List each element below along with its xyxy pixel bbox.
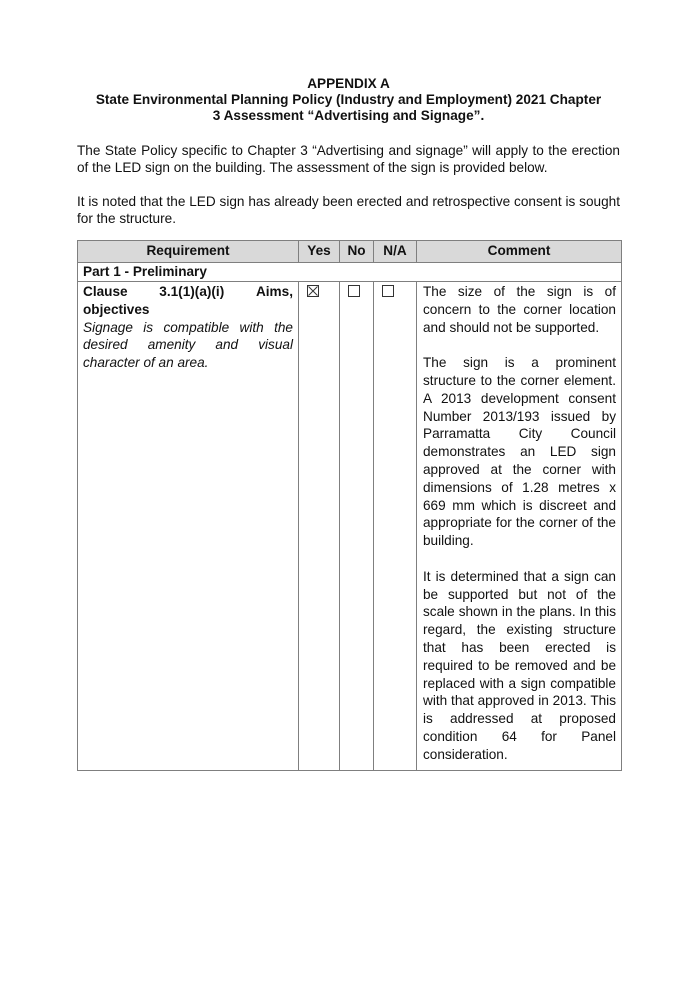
note-paragraph: It is noted that the LED sign has already been erected and retrospective consent is sought for the structure. xyxy=(77,194,620,226)
policy-title-line-1: State Environmental Planning Policy (Industry and Employment) 2021 Chapter xyxy=(95,92,602,107)
comment-paragraph-2: The sign is a prominent structure to the corner element. A 2013 development consent Number 2013/193 issued by Parramatta City Council demonstrates an LED sign approved at the corner with dimensions of 1.28 metres x 669 mm which is discreet and appropriate for the corner of the building. xyxy=(423,355,616,549)
clause-number: 3.1(1)(a)(i) xyxy=(159,284,225,299)
header-requirement: Requirement xyxy=(78,241,299,263)
clause-word: Clause xyxy=(83,284,128,299)
cross-mark-icon xyxy=(308,286,318,296)
comment-paragraph-3: It is determined that a sign can be supported but not of the scale shown in the plans. In this regard, the existing structure that has been erected is required to be removed and be replaced with a sign compatible with that approved in 2013. This is addressed at proposed condition 64 for Panel consideration. xyxy=(423,568,616,762)
part-row xyxy=(78,263,622,282)
document-page xyxy=(77,76,620,762)
header-no: No xyxy=(340,241,374,263)
appendix-title: APPENDIX A xyxy=(307,76,390,91)
header-comment: Comment xyxy=(417,241,622,263)
clause-objectives: objectives xyxy=(83,301,150,317)
requirement-text: Signage is compatible with the desired amenity and visual character of an area. xyxy=(83,319,293,371)
part-label: Part 1 - Preliminary xyxy=(78,263,622,282)
header-yes: Yes xyxy=(299,241,340,263)
clause-title xyxy=(83,283,293,319)
requirement-cell xyxy=(78,282,299,771)
header-na: N/A xyxy=(374,241,417,263)
yes-checkbox[interactable] xyxy=(307,285,319,297)
comment-cell xyxy=(417,282,622,771)
table-row xyxy=(78,282,622,771)
policy-title-line-2: 3 Assessment “Advertising and Signage”. xyxy=(212,108,485,123)
comment-paragraph-1: The size of the sign is of concern to the corner location and should not be supported. xyxy=(423,284,616,335)
table-header-row xyxy=(78,241,622,263)
no-checkbox[interactable] xyxy=(348,285,360,297)
na-checkbox[interactable] xyxy=(382,285,394,297)
yes-cell xyxy=(299,282,340,771)
clause-aims: Aims, xyxy=(255,284,293,299)
intro-paragraph: The State Policy specific to Chapter 3 “Advertising and signage” will apply to the erection of the LED sign on the building. The assessment of the sign is provided below. xyxy=(77,143,620,175)
no-cell xyxy=(340,282,374,771)
na-cell xyxy=(374,282,417,771)
assessment-table xyxy=(77,240,622,771)
